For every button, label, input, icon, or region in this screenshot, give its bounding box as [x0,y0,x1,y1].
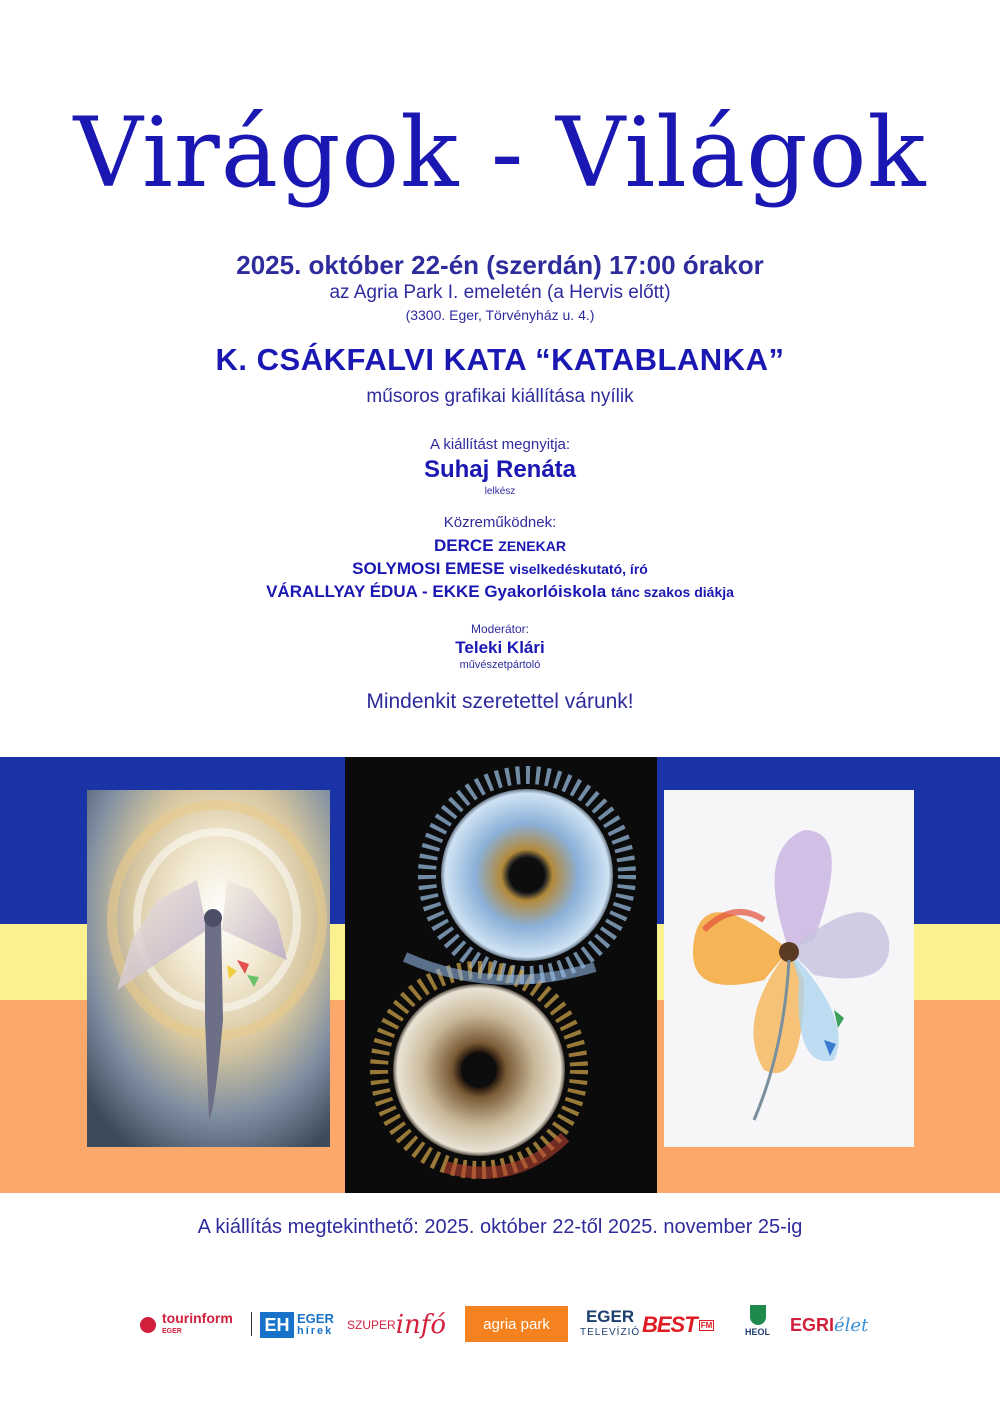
contributor-name: DERCE [434,536,494,555]
shield-icon [750,1305,766,1325]
egri-elet-line1: EGRI [790,1314,835,1335]
best-fm-logo [642,1305,714,1345]
two-irises-icon [345,757,657,1193]
heol-logo [745,1305,770,1345]
contributor-item [0,536,1000,556]
flower-icon [664,790,914,1147]
agria-park-logo: agria park [465,1306,568,1342]
best-fm-line2: FM [700,1320,713,1330]
moderator-label: Moderátor: [470,622,530,636]
moderator-name: Teleki Klári [455,638,545,657]
eger-hirek-line1: EGER [297,1311,334,1326]
angel-painting [87,790,330,1147]
contributor-role: tánc szakos diákja [610,584,734,600]
contributor-role: ZENEKAR [498,538,566,554]
flower-painting [664,790,914,1147]
contributor-role: viselkedéskutató, író [509,561,648,577]
event-address: (3300. Eger, Törvényház u. 4.) [405,307,595,323]
szuperinfo-logo [347,1305,446,1345]
szuperinfo-line1: SZUPER [347,1318,396,1332]
poster-title: Virágok - Világok [73,97,927,209]
exhibition-subtitle: műsoros grafikai kiállítása nyílik [366,386,634,407]
event-date: 2025. október 22-én (szerdán) 17:00 órakor [236,250,764,280]
event-venue: az Agria Park I. emeletén (a Hervis előtt) [329,282,671,303]
heol-text: HEOL [745,1327,771,1337]
eyes-painting [345,757,657,1193]
contributor-name: SOLYMOSI EMESE [352,559,505,578]
contributors-label: Közreműködnek: [443,514,557,531]
opener-label: A kiállítást megnyitja: [429,436,571,453]
szuperinfo-line2: infó [395,1310,447,1340]
tourinform-logo [140,1305,233,1345]
eh-mark: EH [260,1312,294,1338]
tourinform-city: EGER [162,1328,182,1335]
egri-elet-line2: élet [834,1314,869,1336]
moderator-role: művészetpártoló [459,659,541,671]
eger-hirek-line2: hírek [297,1325,334,1337]
logo-divider [251,1312,252,1336]
eger-hirek-logo [260,1305,334,1345]
opener-role: lelkész [484,486,516,497]
egri-elet-logo [790,1305,868,1345]
tourinform-text: tourinform [162,1310,233,1326]
artist-name: K. CSÁKFALVI KATA “KATABLANKA” [215,342,785,377]
contributor-name: VÁRALLYAY ÉDUA - EKKE Gyakorlóiskola [266,582,607,601]
heart-icon [140,1317,156,1333]
eger-tv-logo [580,1305,640,1345]
eger-tv-line1: EGER [585,1307,635,1326]
eger-tv-line2: TELEVÍZIÓ [580,1327,641,1338]
winged-figure-icon [87,790,330,1147]
contributor-item [0,559,1000,579]
opener-name: Suhaj Renáta [423,456,577,483]
welcome-message: Mindenkit szeretettel várunk! [366,690,634,713]
best-fm-line1: BEST [642,1312,697,1337]
viewing-period: A kiállítás megtekinthető: 2025. október 22-től 2025. november 25-ig [197,1216,803,1238]
contributor-item [0,582,1000,602]
